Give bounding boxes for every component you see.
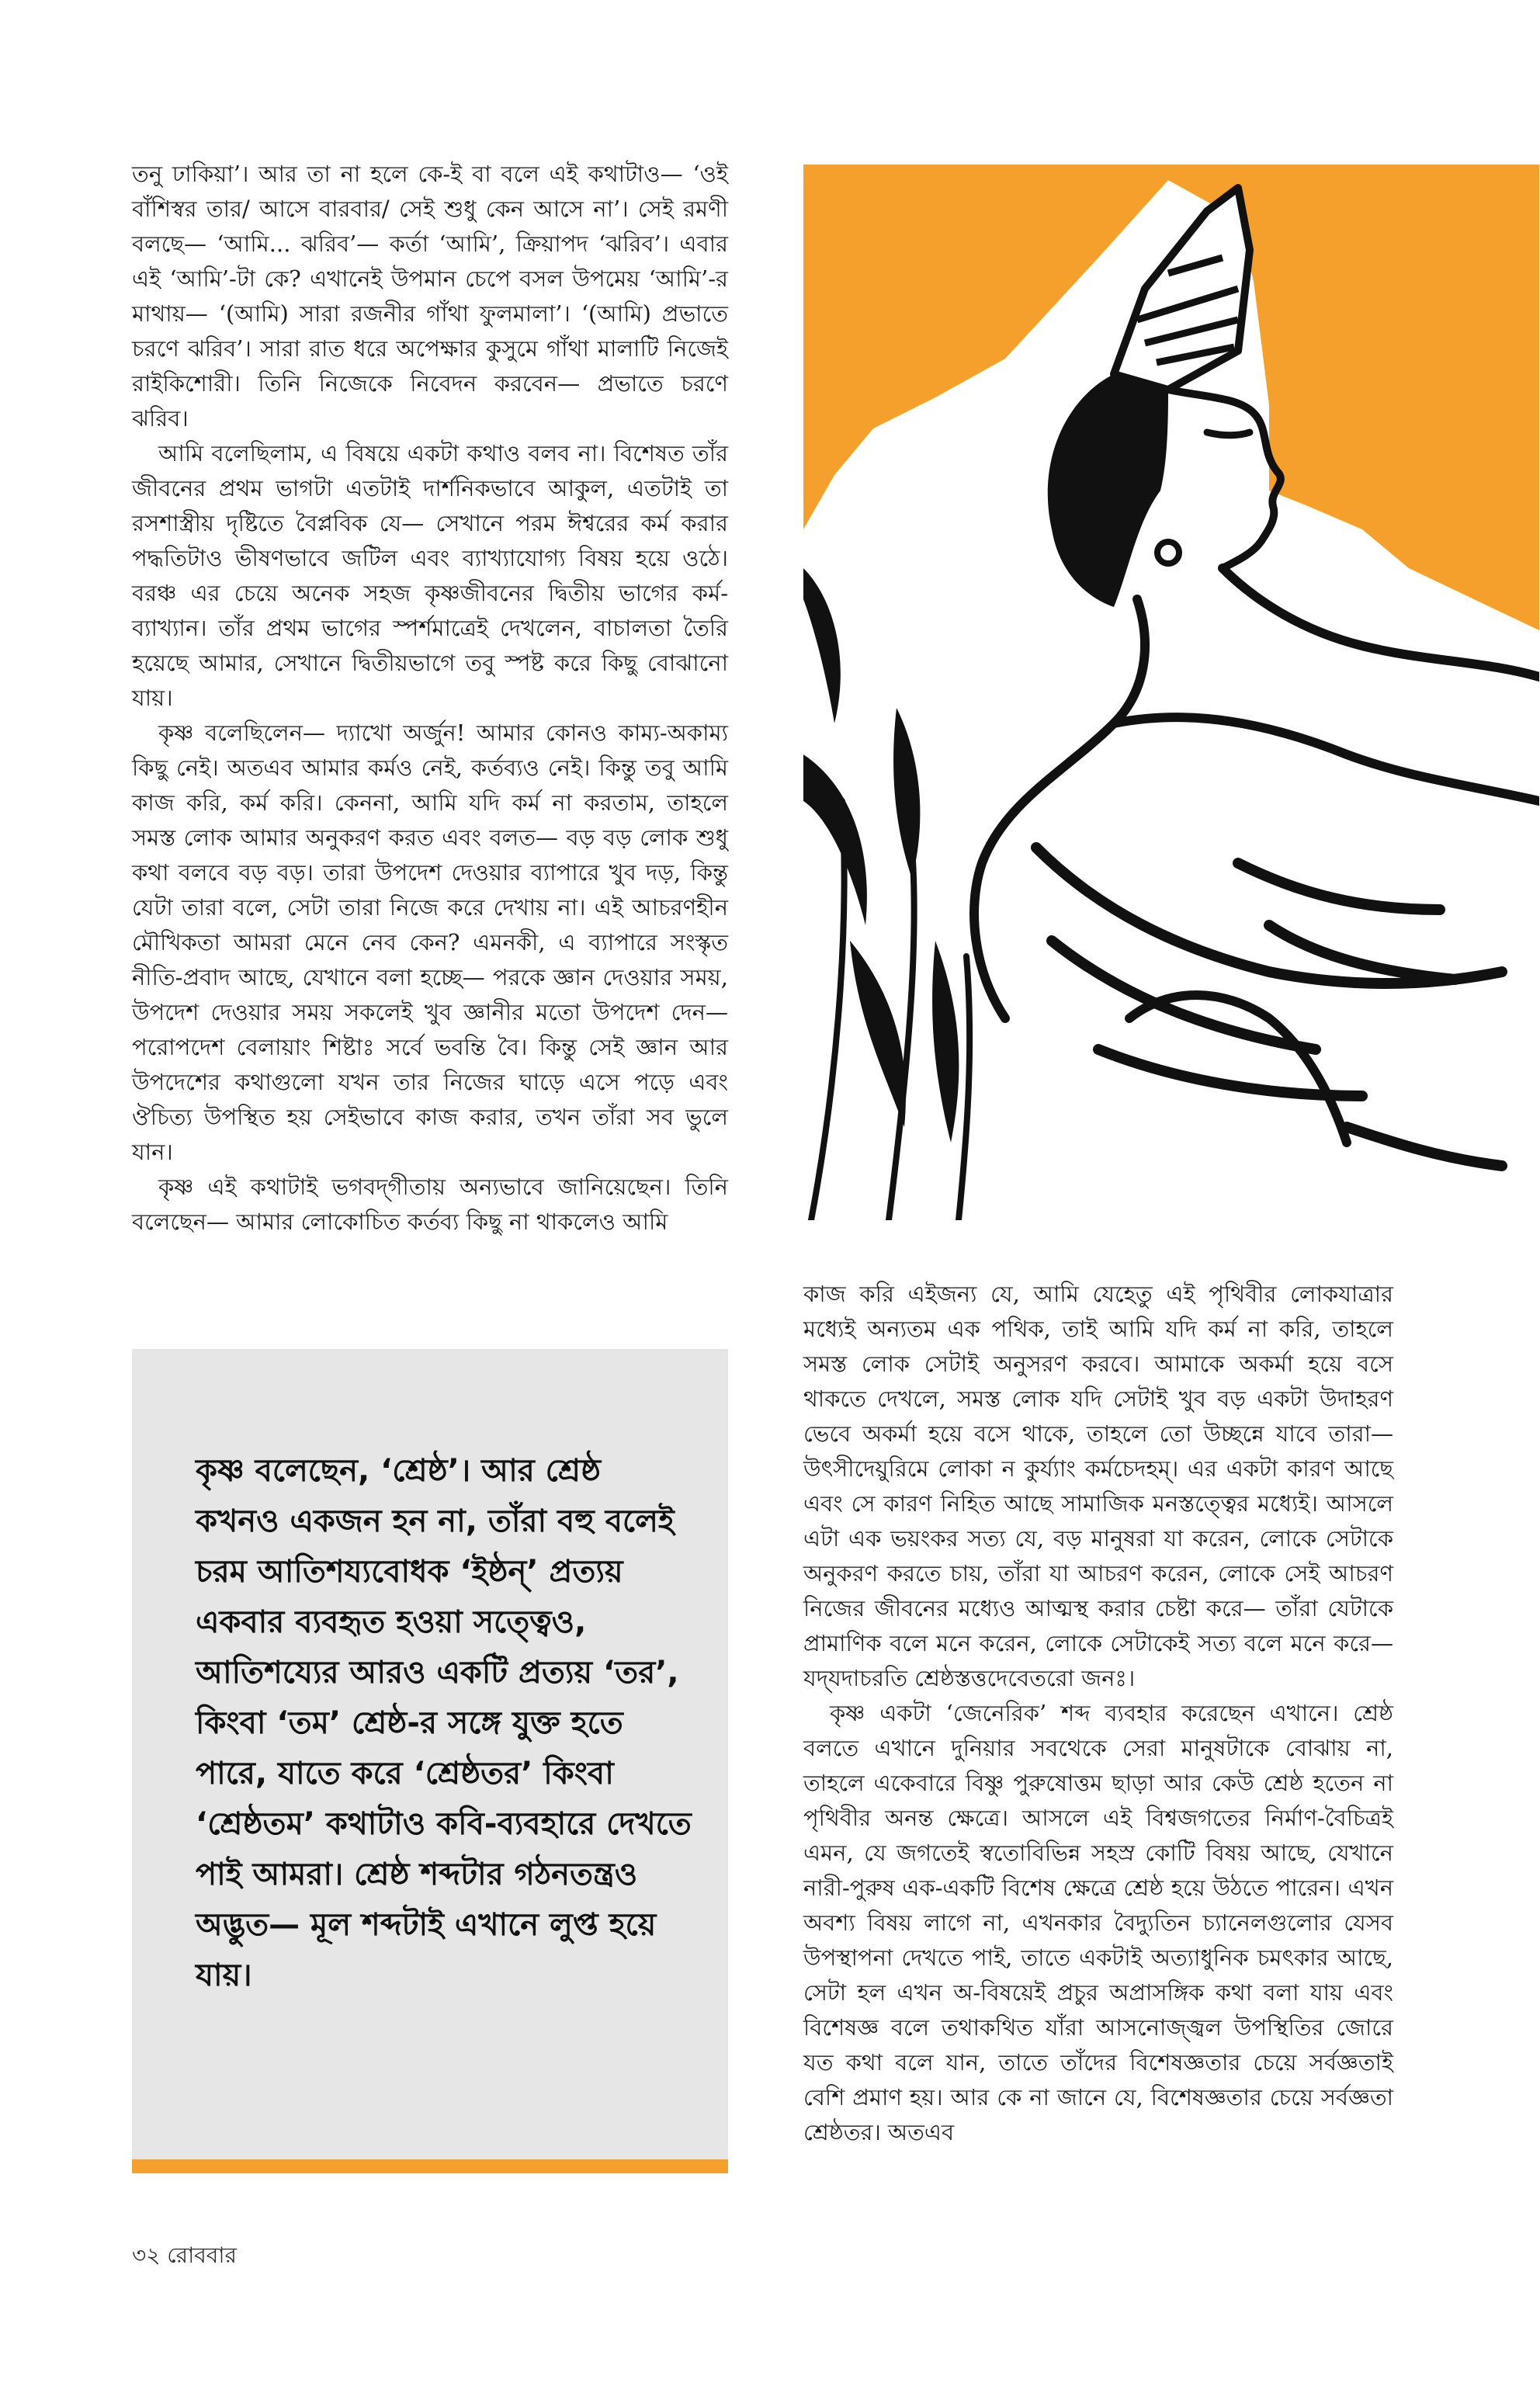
pull-quote-text: কৃষ্ণ বলেছেন, ‘শ্রেষ্ঠ’। আর শ্রেষ্ঠ কখনও একজন হন না, তাঁরা বহু বলেই চরম আতিশয্যবোধক ‘ইষ্ঠন্’ প্রত্যয় একবার ব্যবহৃত হওয়া সত্ত্বেও, আতিশয্যের আরও একটি প্রত্যয় ‘তর’, কিংবা ‘তম’ শ্রেষ্ঠ-র সঙ্গে যুক্ত হতে পারে, যাতে করে ‘শ্রেষ্ঠতর’ কিংবা ‘শ্রেষ্ঠতম’ কথাটাও কবি-ব্যবহারে দেখতে পাই আমরা। শ্রেষ্ঠ শব্দটার গঠনতন্ত্রও অদ্ভুত— মূল শব্দটাই এখানে লুপ্ত হয়ে যায়। <box>196 1453 692 1993</box>
page-footer: ৩২ রোববার <box>132 2242 237 2268</box>
pull-quote-box <box>132 1349 728 2173</box>
eye-line <box>1207 432 1250 435</box>
paragraph: কৃষ্ণ বলেছিলেন— দ্যাখো অর্জুন! আমার কোনও কাম্য-অকাম্য কিছু নেই। অতএব আমার কর্মও নেই, কর্তব্যও নেই। কিন্তু তবু আমি কাজ করি, কর্ম করি। কেননা, আমি যদি কর্ম না করতাম, তাহলে সমস্ত লোক আমার অনুকরণ করত এবং বলত— বড় বড় লোক শুধু কথা বলবে বড় বড়। তারা উপদেশ দেওয়ার ব্যাপারে খুব দড়, কিন্তু যেটা তারা বলে, সেটা তারা নিজে করে দেখায় না। এই আচরণহীন মৌখিকতা আমরা মেনে নেব কেন? এমনকী, এ ব্যাপারে সংস্কৃত নীতি-প্রবাদ আছে, যেখানে বলা হচ্ছে— পরকে জ্ঞান দেওয়ার সময়, উপদেশ দেওয়ার সময় সকলেই খুব জ্ঞানীর মতো উপদেশ দেন— পরোপদেশ বেলায়াং শিষ্টাঃ সর্বে ভবন্তি বৈ। কিন্তু সেই জ্ঞান আর উপদেশের কথাগুলো যখন তার নিজের ঘাড়ে এসে পড়ে এবং ঔচিত্য উপস্থিত হয় সেইভাবে কাজ করার, তখন তাঁরা সব ভুলে যান। <box>132 720 728 1165</box>
paragraph: আমি বলেছিলাম, এ বিষয়ে একটা কথাও বলব না। বিশেষত তাঁর জীবনের প্রথম ভাগটা এতটাই দার্শনিকভাবে আকুল, এতটাই তা রসশাস্ত্রীয় দৃষ্টিতে বৈপ্লবিক যে— সেখানে পরম ঈশ্বরের কর্ম করার পদ্ধতিটাও ভীষণভাবে জটিল এবং ব্যাখ্যাযোগ্য বিষয় হয়ে ওঠে। বরঞ্চ এর চেয়ে অনেক সহজ কৃষ্ণজীবনের দ্বিতীয় ভাগের কর্ম-ব্যাখ্যান। তাঁর প্রথম ভাগের স্পর্শমাত্রেই দেখলেন, বাচালতা তৈরি হয়েছে আমার, সেখানে দ্বিতীয়ভাগে তবু স্পষ্ট করে কিছু বোঝানো যায়। <box>132 440 728 711</box>
paragraph: কৃষ্ণ একটা ‘জেনেরিক’ শব্দ ব্যবহার করেছেন এখানে। শ্রেষ্ঠ বলতে এখানে দুনিয়ার সবথেকে সেরা মানুষটাকে বোঝায় না, তাহলে একেবারে বিষ্ণু পুরুষোত্তম ছাড়া আর কেউ শ্রেষ্ঠ হতেন না পৃথিবীর অনন্ত ক্ষেত্রে। আসলে এই বিশ্বজগতের নির্মাণ-বৈচিত্রই এমন, যে জগতেই স্বতোবিভিন্ন সহস্র কোটি বিষয় আছে, যেখানে নারী-পুরুষ এক-একটি বিশেষ ক্ষেত্রে শ্রেষ্ঠ হয়ে উঠতে পারেন। এখন অবশ্য বিষয় লাগে না, এখনকার বৈদ্যুতিন চ্যানেলগুলোর যেসব উপস্থাপনা দেখতে পাই, তাতে একটাই অত্যাধুনিক চমৎকার আছে, সেটা হল এখন অ-বিষয়েই প্রচুর অপ্রাসঙ্গিক কথা বলা যায় এবং বিশেষজ্ঞ বলে তথাকথিত যাঁরা আসনোজ্জ্বল উপস্থিতির জোরে যত কথা বলে যান, তাতে তাঁদের বিশেষজ্ঞতার চেয়ে সর্বজ্ঞতাই বেশি প্রমাণ হয়। আর কে না জানে যে, বিশেষজ্ঞতার চেয়ে সর্বজ্ঞতা শ্রেষ্ঠতর। অতএব <box>803 1700 1393 2145</box>
article-column-left <box>132 157 728 1240</box>
article-column-right <box>803 1277 1393 2150</box>
krishna-illustration <box>803 165 1539 1220</box>
paragraph: কাজ করি এইজন্য যে, আমি যেহেতু এই পৃথিবীর লোকযাত্রার মধ্যেই অন্যতম এক পথিক, তাই আমি যদি কর্ম না করি, তাহলে সমস্ত লোক সেটাই অনুসরণ করবে। আমাকে অকর্মা হয়ে বসে থাকতে দেখলে, সমস্ত লোক যদি সেটাই খুব বড় একটা উদাহরণ ভেবে অকর্মা হয়ে বসে থাকে, তাহলে তো উচ্ছন্নে যাবে তারা— উৎসীদেয়ুরিমে লোকা ন কুর্য্যাং কর্মচেদহম্। এর একটা কারণ আছে এবং সে কারণ নিহিত আছে সামাজিক মনস্তত্ত্বের মধ্যেই। আসলে এটা এক ভয়ংকর সত্য যে, বড় মানুষরা যা করেন, লোকে সেটাকে অনুকরণ করতে চায়, তাঁরা যা আচরণ করেন, লোকে সেই আচরণ নিজের জীবনের মধ্যেও আত্মস্থ করার চেষ্টা করে— তাঁরা যেটাকে প্রামাণিক বলে মনে করেন, লোকে সেটাকেই সত্য বলে মনে করে— যদ্‌যদাচরতি শ্রেষ্ঠস্তত্তদেবেতরো জনঃ। <box>803 1281 1393 1691</box>
paragraph: তনু ঢাকিয়া’। আর তা না হলে কে-ই বা বলে এই কথাটাও— ‘ওই বাঁশিস্বর তার/ আসে বারবার/ সেই শুধু কেন আসে না’। সেই রমণী বলছে— ‘আমি... ঝরিব’— কর্তা ‘আমি’, ক্রিয়াপদ ‘ঝরিব’। এবার এই ‘আমি’-টা কে? এখানেই উপমান চেপে বসল উপমেয় ‘আমি’-র মাথায়— ‘(আমি) সারা রজনীর গাঁথা ফুলমালা’। ‘(আমি) প্রভাতে চরণে ঝরিব’। সারা রাত ধরে অপেক্ষার কুসুমে গাঁথা মালাটি নিজেই রাইকিশোরী। তিনি নিজেকে নিবেদন করবেন— প্রভাতে চরণে ঝরিব। <box>132 161 728 432</box>
paragraph: কৃষ্ণ এই কথাটাই ভগবদ্‌গীতায় অন্যভাবে জানিয়েছেন। তিনি বলেছেন— আমার লোকোচিত কর্তব্য কিছু না থাকলেও আমি <box>132 1174 728 1235</box>
